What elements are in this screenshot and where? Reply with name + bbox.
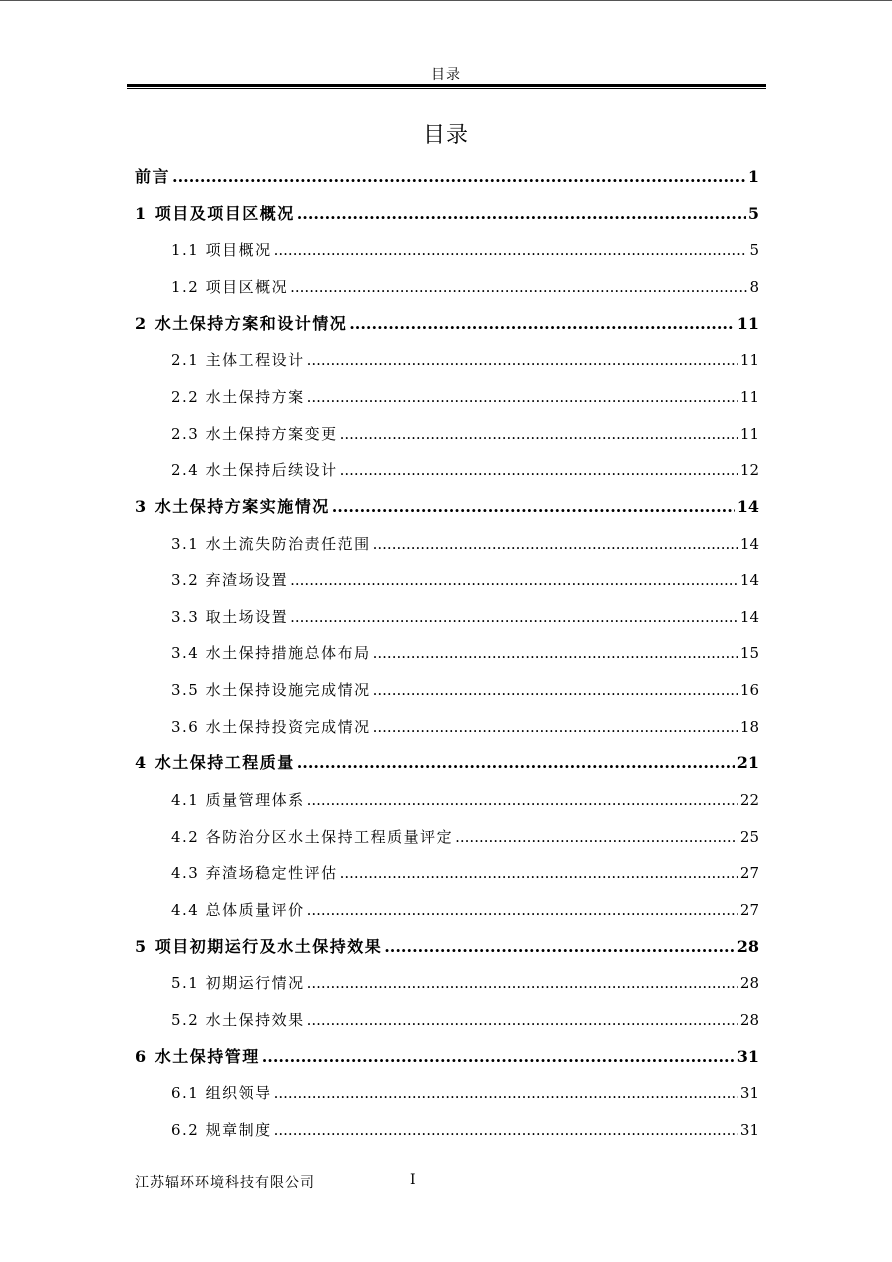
toc-chapter-entry[interactable] [135,752,759,774]
toc-entry-label: 4.3 弃渣场稳定性评估 [171,864,338,883]
toc-dot-leader [290,276,747,298]
toc-section-entry[interactable] [171,349,759,371]
toc-entry-label: 3.2 弃渣场设置 [171,571,289,590]
toc-dot-leader [307,789,738,811]
toc-dot-leader [297,203,746,225]
toc-entry-label: 6 水土保持管理 [135,1046,260,1066]
toc-section-entry[interactable] [171,899,759,921]
toc-entry-page: 28 [739,974,759,993]
toc-dot-leader [455,826,738,848]
toc-dot-leader [340,862,738,884]
toc-entry-page: 1 [747,167,759,186]
toc-entry-page: 5 [749,241,759,260]
toc-entry-page: 14 [739,571,759,590]
toc-section-entry[interactable] [171,459,759,481]
toc-entry-label: 3.5 水土保持设施完成情况 [171,681,371,700]
toc-entry-label: 4 水土保持工程质量 [135,753,295,773]
toc-entry-page: 27 [739,864,759,883]
toc-entry-label: 2.3 水土保持方案变更 [171,424,338,443]
running-header: 目录 [431,67,461,83]
toc-entry-page: 15 [739,644,759,663]
toc-entry-label: 1.1 项目概况 [171,241,272,260]
header-rule-thick [127,84,766,87]
toc-dot-leader [307,386,738,408]
toc-entry-label: 4.4 总体质量评价 [171,901,305,919]
toc-entry-page: 28 [736,936,759,956]
toc-entry-page: 31 [736,1046,759,1066]
toc-dot-leader [274,1082,738,1104]
toc-entry-page: 14 [739,534,759,553]
toc-entry-page: 11 [736,313,759,333]
toc-dot-leader [290,606,738,628]
toc-chapter-entry[interactable] [135,1046,759,1068]
toc-entry-label: 3.4 水土保持措施总体布局 [171,644,371,663]
toc-section-entry[interactable] [171,716,759,738]
toc-entry-page: 14 [739,607,759,626]
toc-entry-page: 21 [736,753,759,773]
toc-dot-leader [274,1119,738,1141]
toc-section-entry[interactable] [171,679,759,701]
toc-section-entry[interactable] [171,533,759,555]
toc-entry-label: 2.1 主体工程设计 [171,351,305,370]
header-rule-thin [127,88,766,89]
toc-dot-leader [373,679,738,701]
toc-entry-label: 3 水土保持方案实施情况 [135,496,330,516]
toc-entry-page: 28 [739,1010,759,1029]
toc-section-entry[interactable] [171,972,759,994]
toc-chapter-entry[interactable] [135,203,759,225]
toc-chapter-entry[interactable] [135,496,759,518]
toc-entry-label: 3.3 取土场设置 [171,607,289,626]
toc-dot-leader [307,1009,738,1031]
page-top-border [0,0,892,1]
toc-dot-leader [340,423,738,445]
toc-entry-page: 31 [739,1084,759,1103]
toc-section-entry[interactable] [171,239,759,261]
toc-entry-page: 31 [739,1120,759,1139]
toc-chapter-entry[interactable] [135,166,759,188]
toc-entry-page: 11 [739,387,759,406]
toc-dot-leader [332,496,735,518]
toc-entry-page: 8 [749,277,759,296]
toc-dot-leader [262,1046,735,1068]
toc-entry-label: 5.2 水土保持效果 [171,1010,305,1029]
toc-dot-leader [340,459,738,481]
toc-entry-label: 4.1 质量管理体系 [171,791,305,810]
toc-section-entry[interactable] [171,1082,759,1104]
toc-chapter-entry[interactable] [135,936,759,958]
toc-title: 目录 [422,123,469,148]
toc-entry-page: 18 [739,717,759,736]
toc-entry-label: 5.1 初期运行情况 [171,974,305,993]
toc-entry-page: 12 [739,461,759,480]
toc-section-entry[interactable] [171,789,759,811]
toc-dot-leader [373,716,738,738]
toc-section-entry[interactable] [171,1119,759,1141]
toc-dot-leader [384,936,735,958]
toc-dot-leader [172,166,746,188]
toc-section-entry[interactable] [171,569,759,591]
toc-chapter-entry[interactable] [135,313,759,335]
toc-section-entry[interactable] [171,642,759,664]
toc-entry-label: 2 水土保持方案和设计情况 [135,313,348,333]
footer-page-number: I [410,1172,416,1188]
toc-section-entry[interactable] [171,423,759,445]
toc-section-entry[interactable] [171,606,759,628]
toc-entry-page: 11 [739,424,759,443]
toc-entry-label: 6.1 组织领导 [171,1084,272,1103]
toc-section-entry[interactable] [171,862,759,884]
toc-entry-page: 14 [736,496,759,516]
toc-entry-label: 2.2 水土保持方案 [171,387,305,406]
toc-entry-label: 3.6 水土保持投资完成情况 [171,717,371,736]
footer-company: 江苏辐环环境科技有限公司 [135,1175,315,1191]
toc-dot-leader [290,569,738,591]
toc-dot-leader [307,972,738,994]
toc-entry-page: 25 [739,827,759,846]
toc-dot-leader [274,239,748,261]
toc-dot-leader [373,533,738,555]
toc-dot-leader [297,752,735,774]
toc-section-entry[interactable] [171,276,759,298]
toc-entry-page: 11 [739,351,759,370]
toc-section-entry[interactable] [171,386,759,408]
toc-entry-label: 1 项目及项目区概况 [135,203,295,223]
toc-entry-label: 5 项目初期运行及水土保持效果 [135,936,383,956]
toc-entry-page: 5 [747,203,759,223]
toc-section-entry[interactable] [171,826,759,848]
toc-section-entry[interactable] [171,1009,759,1031]
toc-entry-page: 22 [739,791,759,810]
toc-entry-label: 前言 [135,167,171,186]
toc-entry-label: 6.2 规章制度 [171,1120,272,1139]
toc-dot-leader [349,313,735,335]
toc-entry-page: 27 [739,901,759,919]
toc-dot-leader [307,899,738,921]
toc-entry-label: 4.2 各防治分区水土保持工程质量评定 [171,827,454,846]
toc-entry-label: 1.2 项目区概况 [171,277,289,296]
toc-entry-page: 16 [739,681,759,700]
toc-entry-label: 2.4 水土保持后续设计 [171,461,338,480]
toc-entry-label: 3.1 水土流失防治责任范围 [171,534,371,553]
toc-dot-leader [307,349,738,371]
toc-dot-leader [373,642,738,664]
